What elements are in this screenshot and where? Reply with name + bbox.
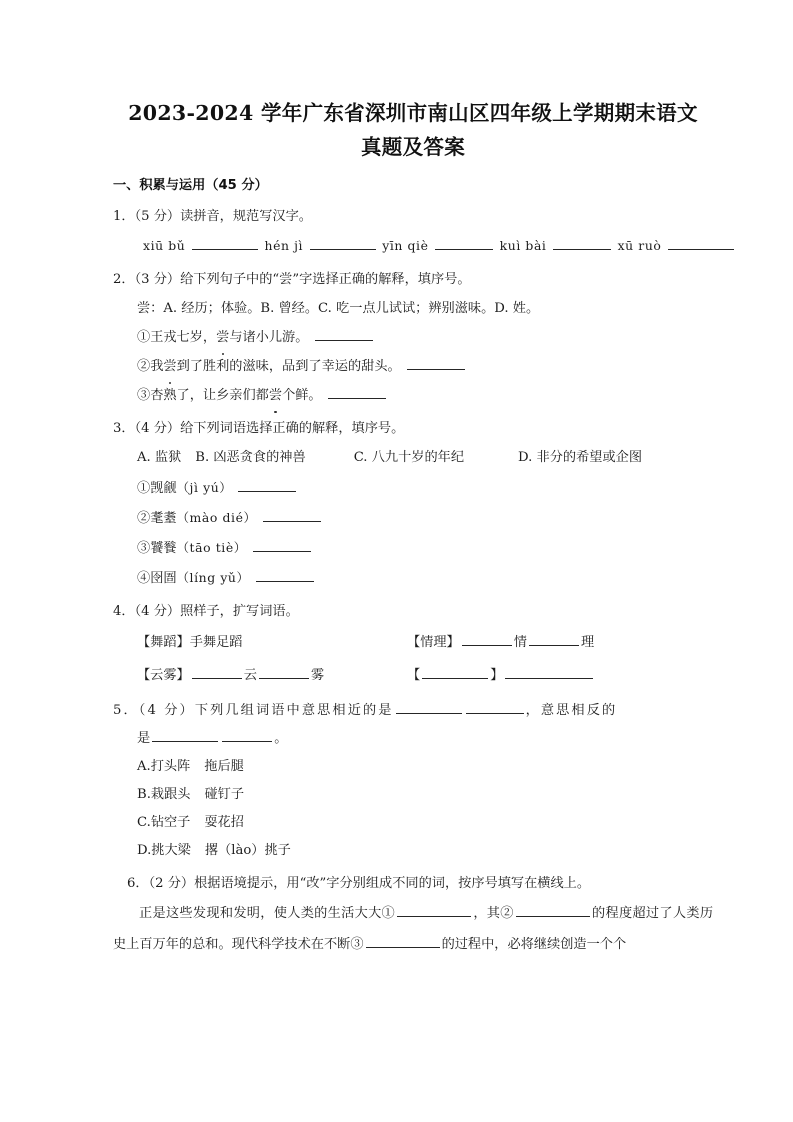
pinyin-1: xiū bǔ xyxy=(143,238,186,253)
answer-blank[interactable] xyxy=(192,237,258,250)
question-5-line-2-prefix: 是 xyxy=(137,731,151,746)
item-text-before: 王戎七岁， xyxy=(150,330,217,345)
option-c: C. 八九十岁的年纪 xyxy=(353,450,465,465)
question-2 xyxy=(113,266,713,410)
answer-blank[interactable] xyxy=(328,385,386,399)
question-4-row-2-left xyxy=(137,659,407,692)
question-2-item-1 xyxy=(137,323,713,352)
question-2-options: 尝：A. 经历；体验。B. 曾经。C. 吃一点儿试试；辨别滋味。D. 姓。 xyxy=(137,301,540,316)
page-title xyxy=(113,96,713,164)
item-pinyin: （tāo tiè） xyxy=(176,540,247,555)
question-5-stem-line-2 xyxy=(137,725,713,753)
item-text-after: 到了胜利的滋味，品到了幸运的甜头。 xyxy=(176,359,401,374)
item-pinyin: （mào dié） xyxy=(176,510,257,525)
emphasis-char: 尝 xyxy=(269,381,282,410)
option-letter: A. xyxy=(137,759,151,774)
question-3-item-4 xyxy=(137,563,713,593)
title-line-2: 真题及答案 xyxy=(361,135,465,159)
question-1 xyxy=(113,203,713,261)
question-5-stem-part-2: ，意思相反的 xyxy=(525,703,618,718)
answer-blank[interactable] xyxy=(253,538,311,552)
question-5-option-c xyxy=(137,809,713,837)
pinyin-4: kuì bài xyxy=(499,238,547,253)
word-char-2: 理 xyxy=(580,635,595,650)
item-marker: ② xyxy=(137,511,151,526)
option-d: D. 非分的希望或企图 xyxy=(518,450,643,465)
answer-blank[interactable] xyxy=(192,665,242,679)
answer-blank[interactable] xyxy=(152,728,218,742)
item-marker: ② xyxy=(137,359,151,374)
answer-blank[interactable] xyxy=(222,728,272,742)
passage-segment-4: 的过程中，必将继续创造一个个 xyxy=(441,937,627,952)
page-content xyxy=(113,96,713,960)
bracket-close: 】 xyxy=(490,668,504,683)
answer-blank[interactable] xyxy=(422,665,488,679)
option-a: A. 监狱 xyxy=(137,450,182,465)
answer-blank[interactable] xyxy=(435,237,493,250)
item-word: 饕餮 xyxy=(150,541,177,556)
passage-segment-2: ，其② xyxy=(473,906,514,921)
answer-blank[interactable] xyxy=(238,478,296,492)
question-5-line-2-suffix: 。 xyxy=(274,731,288,746)
item-pinyin: （jì yú） xyxy=(176,480,233,495)
question-2-item-2 xyxy=(137,352,713,381)
question-6-passage xyxy=(113,898,713,960)
answer-blank[interactable] xyxy=(462,632,512,646)
option-letter: B. xyxy=(137,787,151,802)
word-bracket-label: 【云雾】 xyxy=(137,668,190,683)
answer-blank[interactable] xyxy=(516,903,590,917)
question-2-stem: 2．（3 分）给下列句子中的“尝”字选择正确的解释，填序号。 xyxy=(113,272,471,287)
word-bracket-label: 【舞蹈】 xyxy=(137,635,190,650)
question-5-option-d xyxy=(137,837,713,865)
word-bracket-label: 【情理】 xyxy=(407,635,460,650)
item-word: 囹圄 xyxy=(150,571,177,586)
item-marker: ③ xyxy=(137,388,151,403)
question-3-item-2 xyxy=(137,503,713,533)
answer-blank[interactable] xyxy=(315,327,373,341)
option-word-1: 打头阵 xyxy=(150,759,191,774)
title-line-1: 2023-2024 学年广东省深圳市南山区四年级上学期期末语文 xyxy=(128,101,698,125)
option-word-1: 钻空子 xyxy=(150,815,191,830)
option-word-2: 碰钉子 xyxy=(204,787,245,802)
question-1-stem: 1．（5 分）读拼音，规范写汉字。 xyxy=(113,209,312,224)
word-example: 手舞足蹈 xyxy=(189,635,243,650)
word-char-2: 雾 xyxy=(310,668,325,683)
passage-segment-1: 正是这些发现和发明，使人类的生活大大① xyxy=(139,906,396,921)
answer-blank[interactable] xyxy=(259,665,309,679)
option-word-2: 撂（lào）挑子 xyxy=(204,843,291,858)
answer-blank[interactable] xyxy=(366,934,440,948)
question-4-stem: 4．（4 分）照样子，扩写词语。 xyxy=(113,604,299,619)
answer-blank[interactable] xyxy=(407,356,465,370)
emphasis-char: 尝 xyxy=(216,323,229,352)
option-letter: D. xyxy=(137,843,152,858)
question-4-row-2 xyxy=(137,659,713,692)
answer-blank[interactable] xyxy=(397,903,471,917)
answer-blank[interactable] xyxy=(256,568,314,582)
answer-blank[interactable] xyxy=(310,237,376,250)
question-3 xyxy=(113,415,713,593)
question-4-row-1-right xyxy=(407,626,713,659)
word-char-1: 云 xyxy=(243,668,257,683)
answer-blank[interactable] xyxy=(553,237,611,250)
question-5 xyxy=(113,697,713,865)
answer-blank[interactable] xyxy=(263,508,321,522)
question-5-option-a xyxy=(137,753,713,781)
question-6-stem: 6．（2 分）根据语境提示，用“改”字分别组成不同的词，按序号填写在横线上。 xyxy=(127,876,591,891)
question-5-stem-line-1 xyxy=(113,697,713,725)
option-word-1: 栽跟头 xyxy=(150,787,191,802)
question-1-pinyin-row xyxy=(143,231,713,261)
item-text-after: 与诸小儿游。 xyxy=(229,330,309,345)
word-char-1: 情 xyxy=(513,635,527,650)
answer-blank[interactable] xyxy=(466,700,524,714)
option-b: B. 凶恶贪食的神兽 xyxy=(195,450,306,465)
emphasis-char: 尝 xyxy=(163,352,176,381)
question-5-stem-part-1: 5．（4 分）下列几组词语中意思相近的是 xyxy=(113,703,394,718)
pinyin-3: yīn qiè xyxy=(382,238,429,253)
answer-blank[interactable] xyxy=(396,700,462,714)
answer-blank[interactable] xyxy=(505,665,593,679)
item-marker: ④ xyxy=(137,571,151,586)
item-text-before: 我 xyxy=(150,359,164,374)
question-3-item-1 xyxy=(137,473,713,503)
pinyin-2: hén jì xyxy=(264,238,304,253)
item-pinyin: （líng yǔ） xyxy=(176,570,250,585)
passage-segment-3: 的程度超过了人类历史上百万年的总和。现代科学技术在不断③ xyxy=(113,906,714,952)
item-text-before: 杏熟了，让乡亲们都 xyxy=(150,388,269,403)
question-3-stem: 3．（4 分）给下列词语选择正确的解释，填序号。 xyxy=(113,421,405,436)
item-word: 耄耋 xyxy=(150,511,177,526)
answer-blank[interactable] xyxy=(529,632,579,646)
question-4-row-2-right xyxy=(407,659,713,692)
answer-blank[interactable] xyxy=(668,237,734,250)
question-4-row-1 xyxy=(137,626,713,659)
pinyin-5: xū ruò xyxy=(617,238,662,253)
question-6 xyxy=(113,870,713,960)
option-word-2: 拖后腿 xyxy=(204,759,244,774)
question-5-option-b xyxy=(137,781,713,809)
bracket-open: 【 xyxy=(407,668,421,683)
item-marker: ① xyxy=(137,330,151,345)
section-heading-one: 一、积累与运用（45 分） xyxy=(113,178,268,193)
question-4 xyxy=(113,598,713,692)
option-word-1: 挑大梁 xyxy=(151,843,191,858)
option-letter: C. xyxy=(137,815,151,830)
option-word-2: 耍花招 xyxy=(204,815,244,830)
item-word: 觊觎 xyxy=(150,481,177,496)
question-2-item-3 xyxy=(137,381,713,410)
question-3-options xyxy=(137,443,713,473)
question-4-row-1-left xyxy=(137,626,407,659)
item-marker: ③ xyxy=(137,541,151,556)
item-text-after: 个鲜。 xyxy=(282,388,322,403)
item-marker: ① xyxy=(137,481,151,496)
question-3-item-3 xyxy=(137,533,713,563)
